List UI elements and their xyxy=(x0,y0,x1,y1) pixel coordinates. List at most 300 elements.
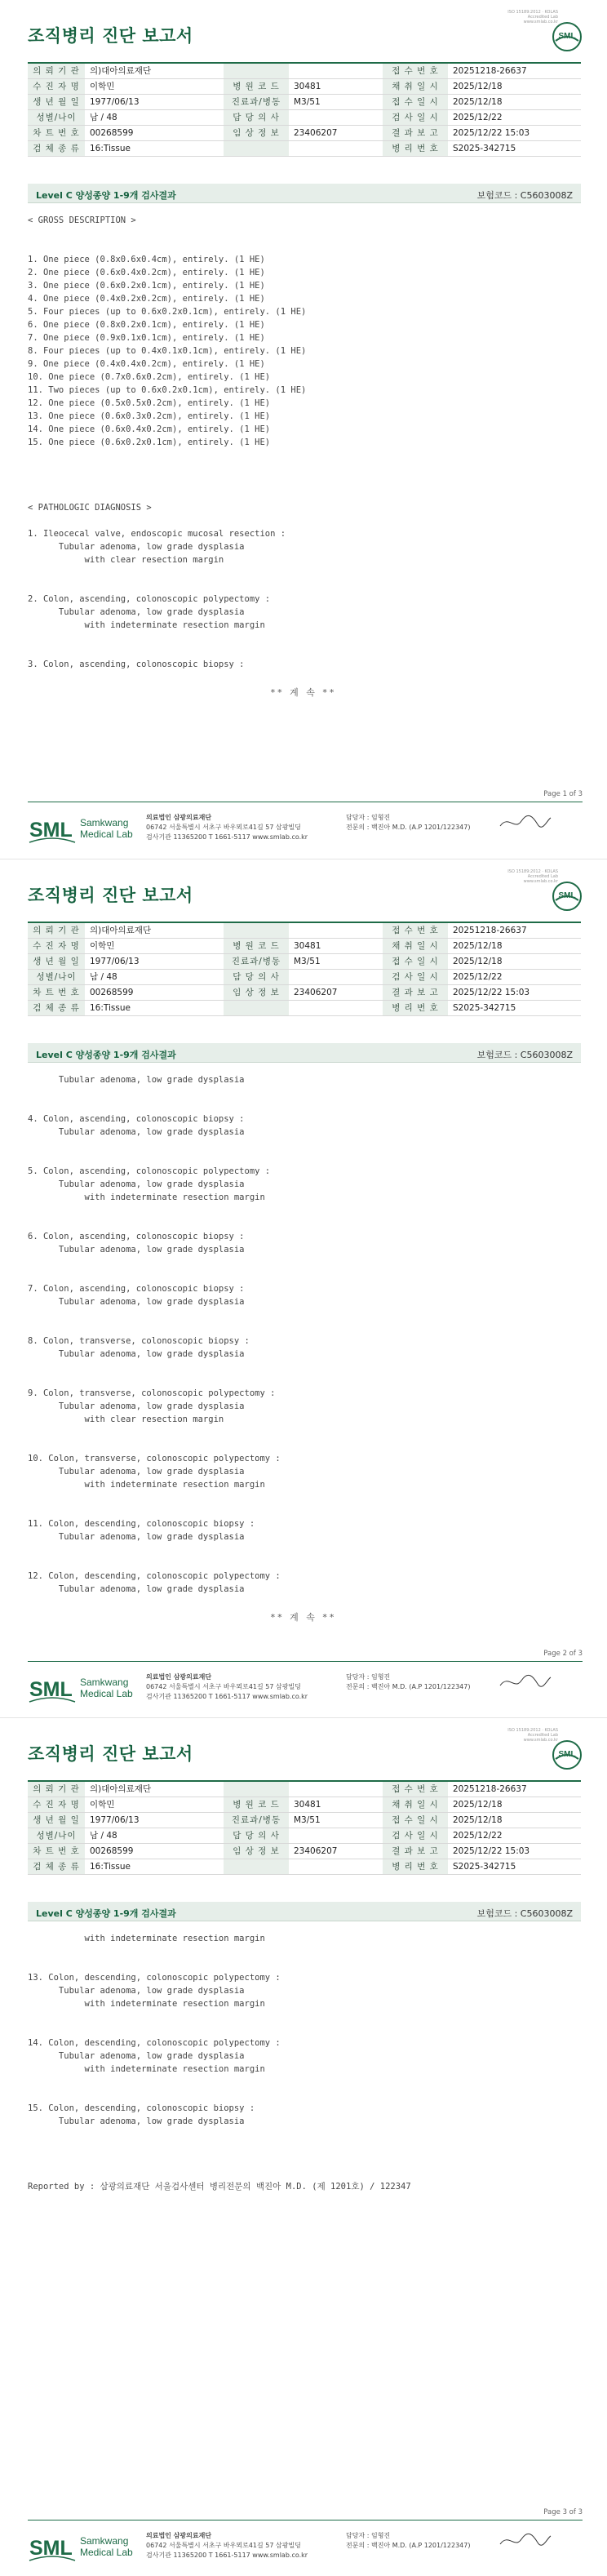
info-value: 2025/12/18 xyxy=(448,1797,581,1812)
info-row xyxy=(28,94,581,109)
report-body xyxy=(28,214,583,671)
info-row xyxy=(28,922,581,938)
info-label: 생 년 월 일 xyxy=(28,94,85,109)
info-value: 2025/12/22 15:03 xyxy=(448,125,581,140)
info-value: 남 / 48 xyxy=(85,109,224,125)
report-line: 14. One piece (0.6x0.4x0.2cm), entirely. (1 HE) xyxy=(28,424,271,434)
info-label: 차 트 번 호 xyxy=(28,125,85,140)
report-line xyxy=(28,1543,583,1557)
lab-org-name: 의료법인 삼광의료재단 xyxy=(146,814,212,821)
report-line xyxy=(28,1504,583,1517)
info-value: 20251218-26637 xyxy=(448,1781,581,1797)
report-line: with clear resection margin xyxy=(28,555,224,565)
lab-contact-line: 검사기관 11365200 T 1661-5117 www.smlab.co.kr xyxy=(146,833,308,841)
report-line xyxy=(28,1204,583,1217)
report-line: 4. Colon, ascending, colonoscopic biopsy : xyxy=(28,1114,245,1124)
info-value: S2025-342715 xyxy=(448,1859,581,1874)
info-label: 차 트 번 호 xyxy=(28,984,85,1000)
info-value: 00268599 xyxy=(85,1843,224,1859)
report-line: 7. One piece (0.9x0.1x0.1cm), entirely. (1 HE) xyxy=(28,333,265,343)
info-label: 검 사 일 시 xyxy=(383,1828,448,1843)
info-label: 의 뢰 기 관 xyxy=(28,922,85,938)
info-label: 병 리 번 호 xyxy=(383,140,448,156)
info-label: 성별/나이 xyxy=(28,1828,85,1843)
info-label: 병 리 번 호 xyxy=(383,1000,448,1015)
info-value: 2025/12/22 xyxy=(448,969,581,984)
svg-text:Samkwang: Samkwang xyxy=(80,2535,129,2547)
info-label xyxy=(224,922,289,938)
info-label: 수 진 자 명 xyxy=(28,78,85,94)
report-line: 15. One piece (0.6x0.2x0.1cm), entirely. (1 HE) xyxy=(28,437,271,447)
report-line: with indeterminate resection margin xyxy=(28,1480,265,1490)
info-label xyxy=(224,1000,289,1015)
info-label: 수 진 자 명 xyxy=(28,1797,85,1812)
report-line: 10. Colon, transverse, colonoscopic polypectomy : xyxy=(28,1454,281,1463)
report-title: 조직병리 진단 보고서 xyxy=(28,886,193,905)
report-line xyxy=(28,462,583,475)
info-value: 이학민 xyxy=(85,1797,224,1812)
level-title: Level C 양성종양 1-9개 검사결과 xyxy=(36,190,176,201)
info-label: 담 당 의 사 xyxy=(224,109,289,125)
signature-icon xyxy=(497,1669,554,1694)
report-line: 1. Ileocecal valve, endoscopic mucosal resection : xyxy=(28,529,286,539)
report-line xyxy=(28,488,583,501)
patient-info-table xyxy=(28,922,581,1016)
svg-text:SML: SML xyxy=(29,2537,73,2560)
info-label: 임 상 정 보 xyxy=(224,1843,289,1859)
page-number: Page 1 of 3 xyxy=(543,790,583,798)
info-label: 검 사 일 시 xyxy=(383,969,448,984)
svg-text:Medical Lab: Medical Lab xyxy=(80,828,133,840)
info-label: 진료과/병동 xyxy=(224,953,289,969)
info-value: S2025-342715 xyxy=(448,1000,581,1015)
info-value: 20251218-26637 xyxy=(448,922,581,938)
signature-icon xyxy=(497,2528,554,2552)
report-line: 11. Colon, descending, colonoscopic biopsy : xyxy=(28,1519,255,1529)
info-row xyxy=(28,984,581,1000)
info-value: 16:Tissue xyxy=(85,1859,224,1874)
info-row xyxy=(28,63,581,78)
samkwang-logo-icon xyxy=(28,1669,134,1705)
info-value: 이학민 xyxy=(85,938,224,953)
report-line xyxy=(28,1256,583,1269)
insurance-code: 보험코드 : C5603008Z xyxy=(476,1908,573,1919)
report-line xyxy=(28,2076,583,2089)
svg-text:Samkwang: Samkwang xyxy=(80,1677,129,1688)
report-line xyxy=(28,475,583,488)
info-label: 접 수 일 시 xyxy=(383,953,448,969)
info-value: 1977/06/13 xyxy=(85,94,224,109)
lab-org-name: 의료법인 삼광의료재단 xyxy=(146,1673,212,1681)
report-line: with indeterminate resection margin xyxy=(28,620,265,630)
lab-contact-line: 검사기관 11365200 T 1661-5117 www.smlab.co.kr xyxy=(146,1693,308,1700)
info-value: M3/51 xyxy=(289,94,383,109)
report-line: Tubular adenoma, low grade dysplasia xyxy=(28,542,245,552)
info-value: 이학민 xyxy=(85,78,224,94)
report-line: Tubular adenoma, low grade dysplasia xyxy=(28,2116,245,2126)
report-line: Tubular adenoma, low grade dysplasia xyxy=(28,607,245,617)
report-line xyxy=(28,1945,583,1958)
info-label: 진료과/병동 xyxy=(224,1812,289,1828)
info-label: 접 수 번 호 xyxy=(383,1781,448,1797)
report-title: 조직병리 진단 보고서 xyxy=(28,1744,193,1764)
report-line: 14. Colon, descending, colonoscopic polypectomy : xyxy=(28,2038,281,2048)
info-label: 임 상 정 보 xyxy=(224,125,289,140)
lab-address-line: 06742 서울특별시 서초구 바우뫼로41길 57 삼광빌딩 xyxy=(146,2542,301,2549)
footer-divider xyxy=(28,1661,583,1662)
cert-line: ISO 15189:2012 · KOLAS xyxy=(507,10,558,15)
report-line: Tubular adenoma, low grade dysplasia xyxy=(28,1349,245,1359)
report-line: 12. Colon, descending, colonoscopic polypectomy : xyxy=(28,1571,281,1581)
page-number: Page 2 of 3 xyxy=(543,1650,583,1658)
info-label xyxy=(224,1781,289,1797)
patient-info-table xyxy=(28,62,581,157)
report-line: 11. Two pieces (up to 0.6x0.2x0.1cm), entirely. (1 HE) xyxy=(28,385,307,395)
lab-contact-line: 검사기관 11365200 T 1661-5117 www.smlab.co.kr xyxy=(146,2552,308,2559)
info-value: 의)대아의료재단 xyxy=(85,63,224,78)
info-value xyxy=(289,140,383,156)
info-row xyxy=(28,1859,581,1874)
report-line xyxy=(28,645,583,658)
svg-text:Medical Lab: Medical Lab xyxy=(80,1688,133,1699)
report-line: 8. Colon, transverse, colonoscopic biopsy : xyxy=(28,1336,250,1346)
report-line xyxy=(28,566,583,580)
report-line: 1. One piece (0.8x0.6x0.4cm), entirely. (1 HE) xyxy=(28,255,265,264)
lab-address xyxy=(146,1672,308,1702)
page-footer xyxy=(28,2528,583,2569)
info-label: 성별/나이 xyxy=(28,109,85,125)
svg-text:SML: SML xyxy=(29,819,73,842)
info-value xyxy=(289,1000,383,1015)
doctor-name: 전문의 : 백진아 M.D. (A.P 1201/122347) xyxy=(346,824,471,831)
report-line: < PATHOLOGIC DIAGNOSIS > xyxy=(28,503,152,513)
report-line: 2. One piece (0.6x0.4x0.2cm), entirely. (1 HE) xyxy=(28,268,265,278)
report-line xyxy=(28,514,583,527)
info-row xyxy=(28,109,581,125)
info-label: 채 취 일 시 xyxy=(383,938,448,953)
staff-name: 담당자 : 임형진 xyxy=(346,814,391,821)
report-line: 5. Colon, ascending, colonoscopic polypectomy : xyxy=(28,1166,271,1176)
report-line: Tubular adenoma, low grade dysplasia xyxy=(28,1127,245,1137)
report-line xyxy=(28,1439,583,1452)
info-value xyxy=(289,922,383,938)
info-row xyxy=(28,1781,581,1797)
report-line xyxy=(28,240,583,253)
info-value: 2025/12/22 xyxy=(448,1828,581,1843)
page-footer xyxy=(28,810,583,851)
info-value: 20251218-26637 xyxy=(448,63,581,78)
report-header xyxy=(0,0,607,54)
report-line xyxy=(28,632,583,645)
info-label: 성별/나이 xyxy=(28,969,85,984)
report-line xyxy=(28,1099,583,1113)
info-label: 차 트 번 호 xyxy=(28,1843,85,1859)
accreditation-text xyxy=(507,1728,558,1743)
report-line: Tubular adenoma, low grade dysplasia xyxy=(28,2051,245,2061)
info-value: M3/51 xyxy=(289,953,383,969)
report-line xyxy=(28,2141,583,2154)
report-line: Tubular adenoma, low grade dysplasia xyxy=(28,1075,245,1085)
cert-line: www.smlab.co.kr xyxy=(523,20,558,24)
info-label: 접 수 번 호 xyxy=(383,922,448,938)
level-title: Level C 양성종양 1-9개 검사결과 xyxy=(36,1908,176,1919)
samkwang-logo-icon xyxy=(28,810,134,846)
cert-line: Accredited Lab xyxy=(527,874,558,879)
report-header xyxy=(0,859,607,913)
info-value: 2025/12/22 15:03 xyxy=(448,1843,581,1859)
report-line: with indeterminate resection margin xyxy=(28,1193,265,1202)
info-value xyxy=(289,969,383,984)
test-level-bar xyxy=(28,1043,581,1063)
patient-info-table xyxy=(28,1780,581,1875)
report-line: Tubular adenoma, low grade dysplasia xyxy=(28,1532,245,1542)
report-line xyxy=(28,2023,583,2036)
cert-line: ISO 15189:2012 · KOLAS xyxy=(507,1728,558,1733)
info-value: 30481 xyxy=(289,78,383,94)
report-line: with clear resection margin xyxy=(28,1415,224,1424)
info-label: 접 수 번 호 xyxy=(383,63,448,78)
info-value xyxy=(289,109,383,125)
test-level-bar xyxy=(28,1902,581,1921)
info-row xyxy=(28,140,581,156)
report-line xyxy=(28,1321,583,1335)
report-line xyxy=(28,1491,583,1504)
info-value: 2025/12/18 xyxy=(448,78,581,94)
info-row xyxy=(28,1000,581,1015)
info-value: 2025/12/18 xyxy=(448,953,581,969)
report-line xyxy=(28,1426,583,1439)
level-title: Level C 양성종양 1-9개 검사결과 xyxy=(36,1050,176,1060)
info-value: 2025/12/22 15:03 xyxy=(448,984,581,1000)
report-line: < GROSS DESCRIPTION > xyxy=(28,215,136,225)
report-line xyxy=(28,1139,583,1152)
info-label: 검 체 종 류 xyxy=(28,1000,85,1015)
info-row xyxy=(28,1828,581,1843)
info-value: 16:Tissue xyxy=(85,140,224,156)
report-line xyxy=(28,2167,583,2180)
info-label: 담 당 의 사 xyxy=(224,969,289,984)
report-line: 2. Colon, ascending, colonoscopic polypectomy : xyxy=(28,594,271,604)
info-label: 검 체 종 류 xyxy=(28,140,85,156)
report-header xyxy=(0,1718,607,1772)
report-line: Tubular adenoma, low grade dysplasia xyxy=(28,1401,245,1411)
report-line: with indeterminate resection margin xyxy=(28,2064,265,2074)
report-line: with indeterminate resection margin xyxy=(28,1999,265,2009)
info-value: 2025/12/18 xyxy=(448,938,581,953)
info-value: 2025/12/18 xyxy=(448,94,581,109)
page-footer xyxy=(28,1669,583,1710)
sign-block xyxy=(346,2531,470,2551)
info-label: 진료과/병동 xyxy=(224,94,289,109)
report-line: 15. Colon, descending, colonoscopic biopsy : xyxy=(28,2103,255,2113)
report-line: 6. One piece (0.8x0.2x0.1cm), entirely. (1 HE) xyxy=(28,320,265,330)
insurance-code: 보험코드 : C5603008Z xyxy=(476,190,573,201)
svg-text:Samkwang: Samkwang xyxy=(80,817,129,828)
lab-address-line: 06742 서울특별시 서초구 바우뫼로41길 57 삼광빌딩 xyxy=(146,824,301,831)
info-label: 결 과 보 고 xyxy=(383,125,448,140)
report-line: 9. One piece (0.4x0.4x0.2cm), entirely. (1 HE) xyxy=(28,359,265,369)
info-label xyxy=(224,1859,289,1874)
sign-block xyxy=(346,813,470,833)
info-label: 접 수 일 시 xyxy=(383,1812,448,1828)
report-line xyxy=(28,2010,583,2023)
page-number: Page 3 of 3 xyxy=(543,2508,583,2516)
doctor-name: 전문의 : 백진아 M.D. (A.P 1201/122347) xyxy=(346,2542,471,2549)
report-line xyxy=(28,227,583,240)
info-value: 00268599 xyxy=(85,125,224,140)
info-value: 16:Tissue xyxy=(85,1000,224,1015)
info-row xyxy=(28,1843,581,1859)
svg-text:SML: SML xyxy=(29,1678,73,1701)
report-line: 3. One piece (0.6x0.2x0.1cm), entirely. (1 HE) xyxy=(28,281,265,291)
info-value xyxy=(289,1859,383,1874)
report-line: Tubular adenoma, low grade dysplasia xyxy=(28,1584,245,1594)
doctor-name: 전문의 : 백진아 M.D. (A.P 1201/122347) xyxy=(346,1683,471,1690)
insurance-code: 보험코드 : C5603008Z xyxy=(476,1050,573,1060)
info-label: 병 원 코 드 xyxy=(224,1797,289,1812)
test-level-bar xyxy=(28,184,581,203)
info-label xyxy=(224,63,289,78)
info-label: 임 상 정 보 xyxy=(224,984,289,1000)
info-label: 검 사 일 시 xyxy=(383,109,448,125)
info-value: 30481 xyxy=(289,1797,383,1812)
staff-name: 담당자 : 임형진 xyxy=(346,2532,391,2539)
info-label: 접 수 일 시 xyxy=(383,94,448,109)
info-value: 의)대아의료재단 xyxy=(85,922,224,938)
info-label: 채 취 일 시 xyxy=(383,78,448,94)
report-line xyxy=(28,2089,583,2102)
report-line: Tubular adenoma, low grade dysplasia xyxy=(28,1179,245,1189)
report-line: 13. One piece (0.6x0.3x0.2cm), entirely. (1 HE) xyxy=(28,411,271,421)
report-line xyxy=(28,1086,583,1099)
info-label: 채 취 일 시 xyxy=(383,1797,448,1812)
cert-line: Accredited Lab xyxy=(527,15,558,20)
cert-line: www.smlab.co.kr xyxy=(523,1738,558,1743)
report-line: Reported by : 삼광의료재단 서울검사센터 병리전문의 백진아 M.D. (제 1201호) / 122347 xyxy=(28,2182,411,2192)
report-body xyxy=(28,1932,583,2193)
cert-line: Accredited Lab xyxy=(527,1733,558,1738)
report-line xyxy=(28,1308,583,1321)
report-line: Tubular adenoma, low grade dysplasia xyxy=(28,1297,245,1307)
report-title: 조직병리 진단 보고서 xyxy=(28,26,193,46)
report-line: 3. Colon, ascending, colonoscopic biopsy : xyxy=(28,660,245,669)
report-line: 6. Colon, ascending, colonoscopic biopsy : xyxy=(28,1232,245,1241)
info-label: 생 년 월 일 xyxy=(28,953,85,969)
report-line xyxy=(28,449,583,462)
info-value: 의)대아의료재단 xyxy=(85,1781,224,1797)
report-line xyxy=(28,2128,583,2141)
continued-mark: ** 계 속 ** xyxy=(270,687,337,698)
info-value: 2025/12/22 xyxy=(448,109,581,125)
report-line: 5. Four pieces (up to 0.6x0.2x0.1cm), entirely. (1 HE) xyxy=(28,307,307,317)
report-line: 12. One piece (0.5x0.5x0.2cm), entirely. (1 HE) xyxy=(28,398,271,408)
svg-text:SML: SML xyxy=(558,1750,576,1759)
info-row xyxy=(28,125,581,140)
info-value: S2025-342715 xyxy=(448,140,581,156)
lab-org-name: 의료법인 삼광의료재단 xyxy=(146,2532,212,2539)
lab-address xyxy=(146,2531,308,2560)
info-label: 병 원 코 드 xyxy=(224,938,289,953)
report-line xyxy=(28,1557,583,1570)
report-page xyxy=(0,1717,607,2576)
info-value: 23406207 xyxy=(289,984,383,1000)
accreditation-text xyxy=(507,10,558,24)
svg-text:SML: SML xyxy=(558,891,576,900)
info-label: 결 과 보 고 xyxy=(383,984,448,1000)
report-line: 7. Colon, ascending, colonoscopic biopsy : xyxy=(28,1284,245,1294)
report-line: 4. One piece (0.4x0.2x0.2cm), entirely. (1 HE) xyxy=(28,294,265,304)
info-row xyxy=(28,1812,581,1828)
continued-mark: ** 계 속 ** xyxy=(270,1612,337,1623)
lab-address xyxy=(146,813,308,842)
cert-line: ISO 15189:2012 · KOLAS xyxy=(507,869,558,874)
info-value xyxy=(289,1828,383,1843)
info-value: 00268599 xyxy=(85,984,224,1000)
info-label: 수 진 자 명 xyxy=(28,938,85,953)
report-line: Tubular adenoma, low grade dysplasia xyxy=(28,1467,245,1477)
sign-block xyxy=(346,1672,470,1692)
info-label: 담 당 의 사 xyxy=(224,1828,289,1843)
svg-text:SML: SML xyxy=(558,32,576,41)
info-row xyxy=(28,1797,581,1812)
info-value: 23406207 xyxy=(289,125,383,140)
report-line: 9. Colon, transverse, colonoscopic polypectomy : xyxy=(28,1388,276,1398)
info-value: M3/51 xyxy=(289,1812,383,1828)
info-label: 결 과 보 고 xyxy=(383,1843,448,1859)
info-label: 병 리 번 호 xyxy=(383,1859,448,1874)
report-page xyxy=(0,859,607,1717)
info-row xyxy=(28,938,581,953)
svg-text:Medical Lab: Medical Lab xyxy=(80,2547,133,2558)
cert-line: www.smlab.co.kr xyxy=(523,879,558,884)
report-line xyxy=(28,1269,583,1282)
report-line xyxy=(28,580,583,593)
info-label: 생 년 월 일 xyxy=(28,1812,85,1828)
report-line xyxy=(28,1374,583,1387)
info-value: 30481 xyxy=(289,938,383,953)
staff-name: 담당자 : 임형진 xyxy=(346,1673,391,1681)
samkwang-logo-icon xyxy=(28,2528,134,2564)
report-line xyxy=(28,1217,583,1230)
info-label: 의 뢰 기 관 xyxy=(28,63,85,78)
info-value: 남 / 48 xyxy=(85,1828,224,1843)
report-line: 10. One piece (0.7x0.6x0.2cm), entirely. (1 HE) xyxy=(28,372,271,382)
report-line: with indeterminate resection margin xyxy=(28,1934,265,1943)
report-line: 13. Colon, descending, colonoscopic polypectomy : xyxy=(28,1973,281,1983)
report-page xyxy=(0,0,607,859)
info-label: 검 체 종 류 xyxy=(28,1859,85,1874)
report-line xyxy=(28,1152,583,1165)
info-value: 남 / 48 xyxy=(85,969,224,984)
report-line xyxy=(28,1361,583,1374)
info-label: 의 뢰 기 관 xyxy=(28,1781,85,1797)
report-line: Tubular adenoma, low grade dysplasia xyxy=(28,1245,245,1255)
lab-address-line: 06742 서울특별시 서초구 바우뫼로41길 57 삼광빌딩 xyxy=(146,1683,301,1690)
report-line xyxy=(28,1958,583,1971)
report-line: Tubular adenoma, low grade dysplasia xyxy=(28,1986,245,1996)
info-row xyxy=(28,953,581,969)
report-body xyxy=(28,1073,583,1596)
info-value xyxy=(289,63,383,78)
accreditation-text xyxy=(507,869,558,884)
info-value: 1977/06/13 xyxy=(85,1812,224,1828)
info-value: 23406207 xyxy=(289,1843,383,1859)
info-value: 2025/12/18 xyxy=(448,1812,581,1828)
info-value xyxy=(289,1781,383,1797)
info-row xyxy=(28,78,581,94)
sml-logo-icon xyxy=(552,21,583,52)
report-line xyxy=(28,2154,583,2167)
